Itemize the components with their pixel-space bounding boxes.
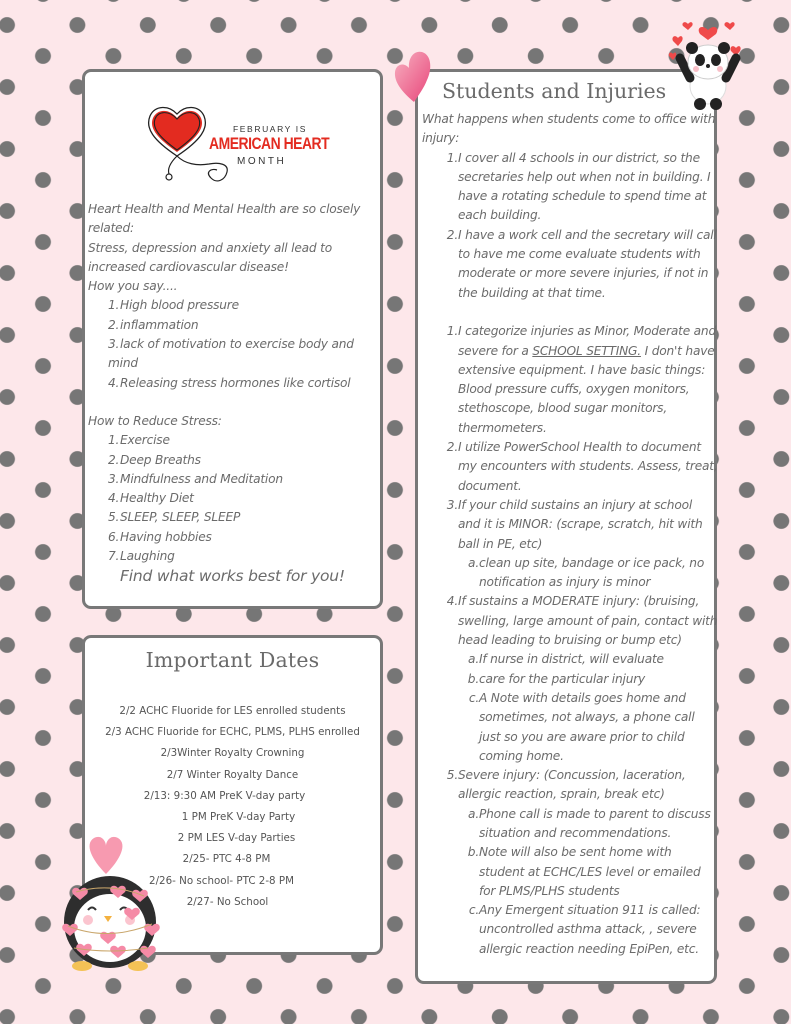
list-item: 2. I utilize PowerSchool Health to document my encounters with students. Assess, treat, document. <box>446 440 718 493</box>
panda-with-hearts-icon <box>668 8 748 110</box>
heart-health-text <box>88 200 380 566</box>
list-item: 3.lack of motivation to exercise body and mind <box>108 337 354 371</box>
list-item: 3.Mindfulness and Meditation <box>108 471 283 486</box>
sub-list-item: b. care for the particular injury <box>467 671 646 686</box>
list-item: 1. I cover all 4 schools in our district, so the secretaries help out when not in building. I have a rotating schedule to spend time at each building. <box>446 150 711 223</box>
intro-line: Stress, depression and anxiety all lead to increased cardiovascular disease! <box>88 240 332 274</box>
date-item: 2/3Winter Royalty Crowning <box>160 747 305 760</box>
date-item: 2/2 ACHC Fluoride for LES enrolled students <box>119 705 346 717</box>
list-item: 4. If sustains a MODERATE injury: (bruising, swelling, large amount of pain, contact with head leading to bruising or bump etc) <box>446 594 718 648</box>
logo-line-2: AMERICAN HEART <box>209 134 330 153</box>
date-item: 2/25- PTC 4-8 PM <box>182 853 271 866</box>
sub-list-item: b. Note will also be sent home with student at ECHC/LES level or emailed for PLMS/PLHS students <box>467 845 701 898</box>
students-injuries-card <box>415 69 717 984</box>
date-item: 2/7 Winter Royalty Dance <box>166 768 299 781</box>
how-you-say-list <box>88 296 380 392</box>
list-item: 7.Laughing <box>108 549 175 564</box>
injuries-body <box>422 110 718 959</box>
list-item: 5.SLEEP, SLEEP, SLEEP <box>108 510 241 525</box>
injuries-title: Students and Injuries <box>442 79 667 103</box>
reduce-stress-list <box>88 431 380 566</box>
sub-list-item: c. Any Emergent situation 911 is called: uncontrolled asthma attack, , severe allergic reaction needing EpiPen, etc. <box>468 903 701 956</box>
list-item: 5. Severe injury: (Concussion, laceration, allergic reaction, sprain, break etc) <box>446 768 686 802</box>
date-item: 2/26- No school- PTC 2-8 PM <box>149 874 294 887</box>
date-item: 2 PM LES V-day Parties <box>177 832 296 845</box>
injuries-intro: What happens when students come to office with injury: <box>422 112 716 146</box>
american-heart-month-logo <box>147 106 330 190</box>
sub-list-item: c. A Note with details goes home and sometimes, not always, a phone call just so you are aware prior to child coming home. <box>468 690 695 763</box>
reduce-stress-heading: How to Reduce Stress: <box>88 413 222 428</box>
intro-line: Heart Health and Mental Health are so closely related: <box>88 202 361 236</box>
sub-list-item: a. clean up site, bandage or ice pack, no notification as injury is minor <box>468 555 705 590</box>
list-item: 4.Releasing stress hormones like cortisol <box>108 375 351 390</box>
sub-list-item: a. If nurse in district, will evaluate <box>468 652 664 667</box>
list-item: 3. If your child sustains an injury at school and it is MINOR: (scrape, scratch, hit with ball in PE, etc) <box>446 497 703 551</box>
school-setting-emphasis: SCHOOL SETTING. <box>532 343 641 358</box>
list-item: 2. I have a work cell and the secretary will call to have me come evaluate students with moderate or more severe injuries, if not in the building at that time. <box>446 227 717 300</box>
list-item: 1. I categorize injuries as Minor, Moderate and severe for a SCHOOL SETTING. I don't have extensive equipment. I have basic things: Blood pressure cuffs, oxygen monitors, stethoscope, blood sugar monitors, thermometers. <box>446 324 716 435</box>
pink-watercolor-heart-icon <box>392 50 434 104</box>
date-item: 2/3 ACHC Fluoride for ECHC, PLMS, PLHS enrolled <box>105 726 360 739</box>
date-item: 2/27- No School <box>186 895 269 908</box>
list-item: 4.Healthy Diet <box>108 491 194 506</box>
heart-health-card <box>82 69 383 609</box>
date-item: 1 PM PreK V-day Party <box>181 811 296 824</box>
penguin-with-hearts-icon <box>48 830 170 972</box>
list-item: 1.High blood pressure <box>108 298 239 313</box>
logo-line-3: MONTH <box>237 156 287 167</box>
list-item: 6.Having hobbies <box>108 529 212 544</box>
list-item: 2.inflammation <box>108 317 199 332</box>
sub-list-item: a. Phone call is made to parent to discuss situation and recommendations. <box>468 806 711 840</box>
tagline: Find what works best for you! <box>120 567 345 585</box>
date-item: 2/13: 9:30 AM PreK V-day party <box>143 789 306 802</box>
dates-title: Important Dates <box>145 648 320 672</box>
logo-line-1: FEBRUARY IS <box>233 124 307 134</box>
intro-line: How you say.... <box>88 279 178 294</box>
list-item: 1.Exercise <box>108 433 170 448</box>
list-item: 2.Deep Breaths <box>108 452 201 467</box>
